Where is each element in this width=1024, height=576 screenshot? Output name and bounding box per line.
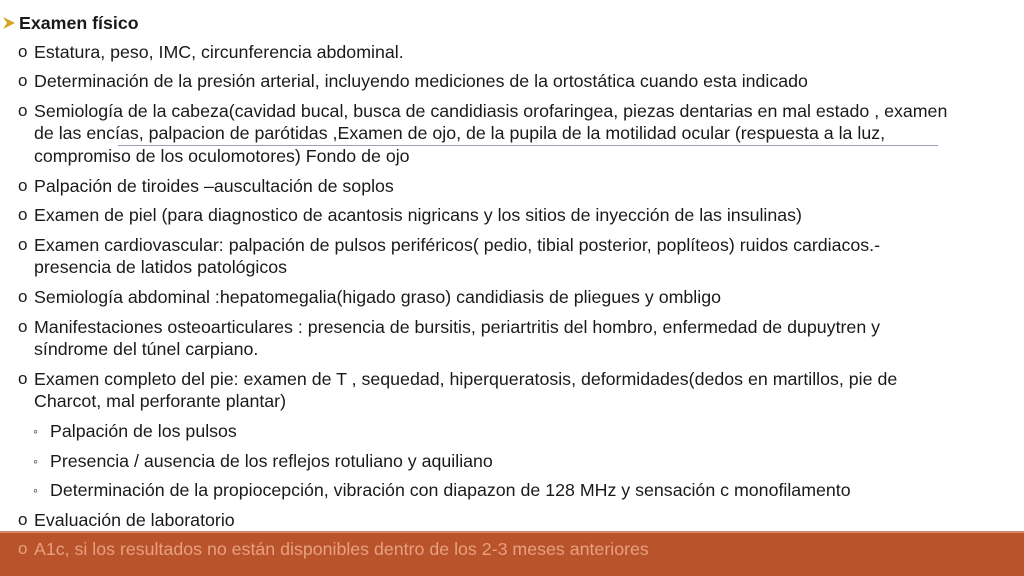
list-item-text: de las encías, palpacion de parótidas ,Examen de ojo, de la pupila de la motilidad ocular (respuesta a la luz,: [34, 123, 886, 143]
list-item-text: A1c, si los resultados no están disponibles dentro de los 2-3 meses anteriores: [34, 539, 649, 559]
bullet-marker: o: [18, 205, 28, 224]
arrow-bullet-icon: [2, 16, 16, 30]
bullet-marker: o: [18, 42, 28, 61]
list-item-text: Examen cardiovascular: palpación de pulsos periféricos( pedio, tibial posterior, poplíteos) ruidos cardiacos.-: [34, 235, 881, 255]
list-item-text: Palpación de tiroides –auscultación de soplos: [34, 176, 394, 196]
bullet-marker: o: [18, 317, 28, 336]
list-item-text: Semiología de la cabeza(cavidad bucal, busca de candidiasis orofaringea, piezas dentarias en mal estado , examen: [34, 101, 948, 121]
list-item-text: Semiología abdominal :hepatomegalia(higado graso) candidiasis de pliegues y ombligo: [34, 287, 721, 307]
list-item-text: Determinación de la presión arterial, incluyendo mediciones de la ortostática cuando esta indicado: [34, 71, 808, 91]
sub-list-item-text: Palpación de los pulsos: [50, 421, 237, 441]
list-item-text: compromiso de los oculomotores) Fondo de ojo: [34, 146, 410, 166]
sub-list-item-text: Determinación de la propiocepción, vibración con diapazon de 128 MHz y sensación c monofilamento: [50, 480, 851, 500]
sub-bullet-marker: ◦: [33, 453, 38, 469]
section-heading: Examen físico: [19, 13, 139, 33]
sub-list-item-text: Presencia / ausencia de los reflejos rotuliano y aquiliano: [50, 451, 493, 471]
bullet-marker: o: [18, 176, 28, 195]
list-item-text: Estatura, peso, IMC, circunferencia abdominal.: [34, 42, 404, 62]
list-item-text: Charcot, mal perforante plantar): [34, 391, 287, 411]
bullet-marker: o: [18, 539, 28, 558]
bullet-marker: o: [18, 71, 28, 90]
sub-bullet-marker: ◦: [33, 423, 38, 439]
list-item-text: Manifestaciones osteoarticulares : presencia de bursitis, periartritis del hombro, enfermedad de dupuytren y: [34, 317, 881, 337]
sub-bullet-marker: ◦: [33, 482, 38, 498]
list-item-text: Examen completo del pie: examen de T , sequedad, hiperqueratosis, deformidades(dedos en martillos, pie de: [34, 369, 898, 389]
bullet-marker: o: [18, 369, 28, 388]
bullet-marker: o: [18, 510, 28, 529]
bullet-marker: o: [18, 101, 28, 120]
list-item-text: Evaluación de laboratorio: [34, 510, 235, 530]
list-item-text: síndrome del túnel carpiano.: [34, 339, 259, 359]
bullet-marker: o: [18, 287, 28, 306]
list-item-text: presencia de latidos patológicos: [34, 257, 288, 277]
bullet-marker: o: [18, 235, 28, 254]
list-item-text: Examen de piel (para diagnostico de acantosis nigricans y los sitios de inyección de las insulinas): [34, 205, 802, 225]
